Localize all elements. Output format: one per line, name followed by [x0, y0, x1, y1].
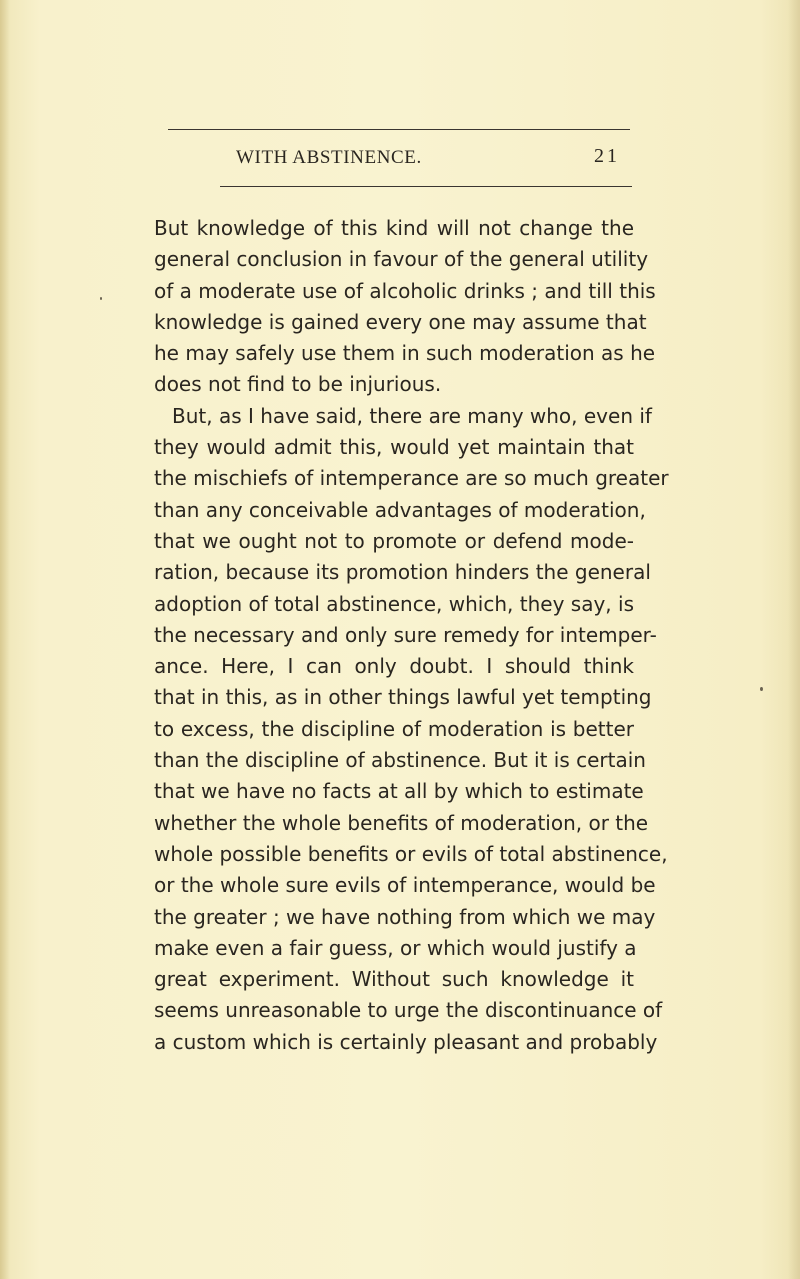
text-line: a custom which is certainly pleasant and probably: [154, 1029, 658, 1054]
text-line: to excess, the discipline of moderation is better: [154, 716, 634, 741]
text-line: ration, because its promotion hinders the general: [154, 560, 651, 585]
text-line: general conclusion in favour of the general utility: [154, 247, 649, 272]
paper-speck: [760, 687, 763, 691]
text-line: great experiment. Without such knowledge it: [154, 967, 634, 992]
text-line: the mischiefs of intemperance are so much greater: [154, 466, 669, 491]
text-line: they would admit this, would yet maintain that: [154, 435, 634, 460]
text-line: or the whole sure evils of intemperance, would be: [154, 873, 656, 898]
text-line: seems unreasonable to urge the discontinuance of: [154, 998, 663, 1023]
paragraph-start-line: But, as I have said, there are many who, even if: [172, 403, 652, 428]
text-line: knowledge is gained every one may assume that: [154, 309, 647, 334]
text-line: make even a fair guess, or which would justify a: [154, 935, 637, 960]
text-line: than any conceivable advantages of moderation,: [154, 497, 646, 522]
running-head: WITH ABSTINENCE.: [236, 147, 422, 168]
text-line: that in this, as in other things lawful yet tempting: [154, 685, 652, 710]
text-line: But knowledge of this kind will not change the: [154, 216, 634, 240]
text-line: than the discipline of abstinence. But it is certain: [154, 748, 646, 773]
text-line: he may safely use them in such moderation as he: [154, 341, 656, 366]
page-left-edge-shadow: [0, 0, 10, 1279]
text-line: the greater ; we have nothing from which we may: [154, 904, 656, 929]
text-line: whether the whole benefits of moderation, or the: [154, 810, 649, 835]
text-line: that we have no facts at all by which to estimate: [154, 779, 644, 804]
header-bottom-rule: [220, 186, 632, 187]
text-line: that we ought not to promote or defend mode-: [154, 528, 634, 553]
body-text: [154, 213, 669, 1058]
text-line: adoption of total abstinence, which, they say, is: [154, 591, 634, 616]
header-top-rule: [168, 129, 630, 130]
page-right-edge-shadow: [788, 0, 800, 1279]
text-line: whole possible benefits or evils of total abstinence,: [154, 841, 668, 866]
text-line: does not find to be injurious.: [154, 372, 442, 397]
page-number: 21: [594, 145, 620, 167]
text-line: ance. Here, I can only doubt. I should think: [154, 654, 634, 679]
paper-speck: [100, 297, 102, 300]
text-line: the necessary and only sure remedy for intemper-: [154, 622, 657, 647]
text-line: of a moderate use of alcoholic drinks ; and till this: [154, 278, 656, 303]
